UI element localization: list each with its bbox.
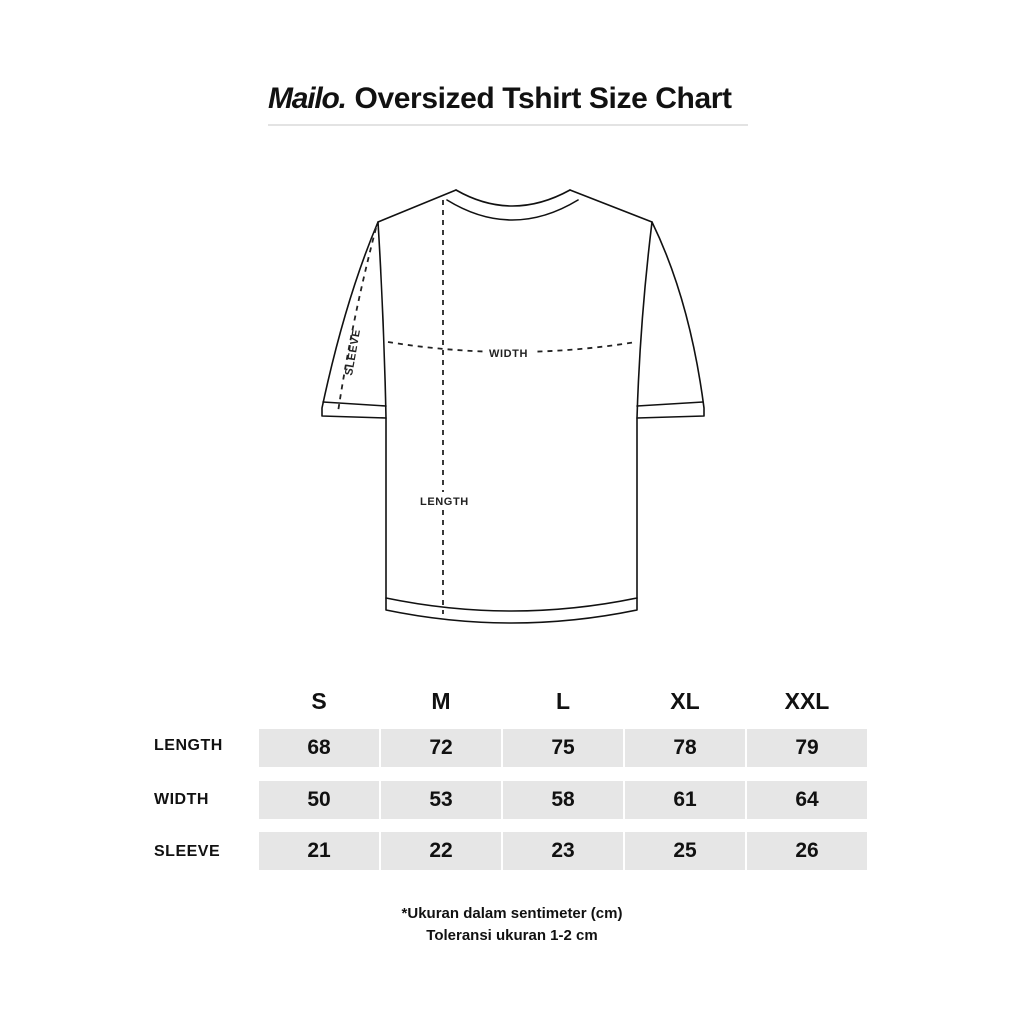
table-cell: 72 [381,729,501,767]
right-armhole-seam [637,222,652,418]
title-text: Oversized Tshirt Size Chart [346,82,732,115]
page-title [268,82,732,116]
right-sleeve-hem [637,402,703,406]
left-sleeve-hem [323,402,386,406]
unit-note: *Ukuran dalam sentimeter (cm) [401,905,623,922]
table-cell: 53 [381,781,501,819]
width-label: WIDTH [489,348,529,360]
row-label-sleeve: SLEEVE [154,843,221,860]
brand-logo: Mailo [268,82,339,115]
title-divider [268,124,748,126]
tolerance-note: Toleransi ukuran 1-2 cm [426,927,598,944]
table-cell: 75 [503,729,623,767]
tshirt-collar-outer [456,190,570,206]
row-label-width: WIDTH [154,791,209,808]
sleeve-label: SLEEVE [343,328,364,377]
size-header-xxl: XXL [784,688,830,714]
table-cell: 64 [747,781,867,819]
size-header-s: S [311,688,327,714]
size-header-m: M [431,688,451,714]
table-cell: 21 [259,832,379,870]
tshirt-diagram [300,180,730,640]
table-cell: 61 [625,781,745,819]
left-armhole-seam [378,222,386,418]
size-header-xl: XL [670,688,700,714]
table-cell: 22 [381,832,501,870]
table-cell: 50 [259,781,379,819]
table-cell: 26 [747,832,867,870]
table-cell: 23 [503,832,623,870]
table-cell: 78 [625,729,745,767]
table-cell: 25 [625,832,745,870]
length-label: LENGTH [420,496,469,508]
table-cell: 68 [259,729,379,767]
brand-logo-dot: . [338,82,347,115]
bottom-hem [386,598,637,611]
chart-title [268,82,748,126]
tshirt-collar-inner [447,200,578,220]
table-cell: 79 [747,729,867,767]
size-header-l: L [555,688,571,714]
table-cell: 58 [503,781,623,819]
row-label-length: LENGTH [154,737,223,754]
